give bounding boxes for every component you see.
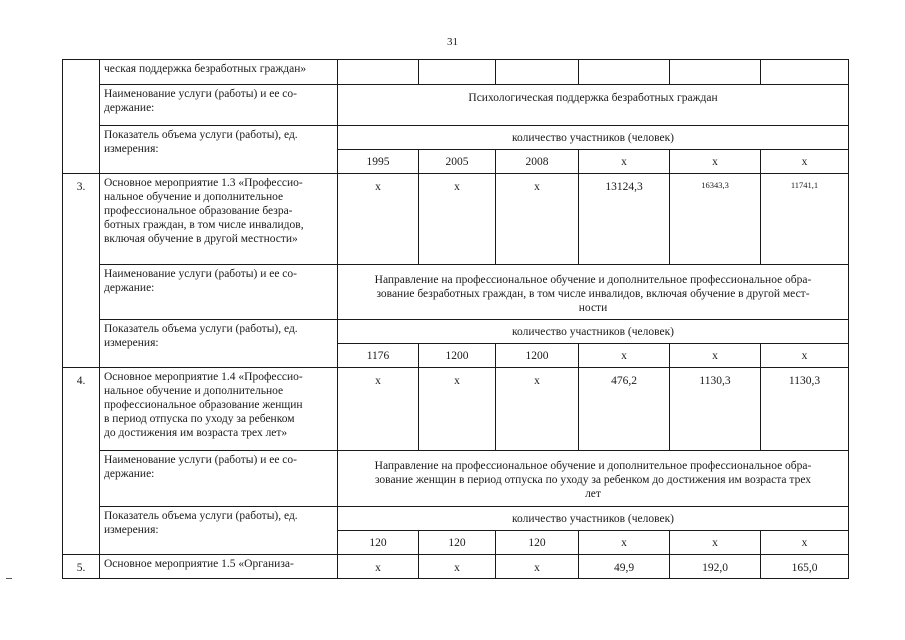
count-cell: х [670, 150, 761, 174]
volume-indicator-label: Показатель объема услуги (работы), ед. измерения: [100, 126, 338, 174]
table-row [63, 320, 849, 344]
value-cell: х [496, 555, 579, 579]
count-cell: х [579, 150, 670, 174]
table-row [63, 85, 849, 126]
count-cell: х [761, 531, 849, 555]
count-cell: 2008 [496, 150, 579, 174]
value-cell: х [419, 174, 496, 265]
count-cell: х [670, 531, 761, 555]
value-cell [496, 60, 579, 85]
value-cell [338, 60, 419, 85]
row-number: 4. [63, 368, 100, 555]
count-cell: 2005 [419, 150, 496, 174]
row-number: 3. [63, 174, 100, 368]
value-cell: 1130,3 [670, 368, 761, 451]
value-cell: х [496, 368, 579, 451]
value-cell [419, 60, 496, 85]
value-cell: 16343,3 [670, 174, 761, 265]
count-cell: 120 [419, 531, 496, 555]
volume-indicator-label: Показатель объема услуги (работы), ед. измерения: [100, 320, 338, 368]
count-cell: х [579, 531, 670, 555]
count-cell: х [579, 344, 670, 368]
table-row [63, 555, 849, 579]
value-cell: 165,0 [761, 555, 849, 579]
count-cell: 120 [338, 531, 419, 555]
volume-indicator-label: Показатель объема услуги (работы), ед. измерения: [100, 507, 338, 555]
service-name-value: Направление на профессиональное обучение и дополнительное профессиональное обра- зование безработных граждан, в том числе инвалидов, включая обучение в другой мест- ности [338, 265, 849, 320]
count-cell: х [761, 344, 849, 368]
count-cell: 120 [496, 531, 579, 555]
measure-description: Основное мероприятие 1.4 «Профессио- нальное обучение и дополнительное профессиональное образование женщин в период отпуска по уходу за ребенком до достижения им возраста трех лет» [100, 368, 338, 451]
table-row [63, 368, 849, 451]
value-cell: 1130,3 [761, 368, 849, 451]
value-cell: х [419, 368, 496, 451]
count-cell: 1200 [419, 344, 496, 368]
value-cell: 476,2 [579, 368, 670, 451]
value-cell [761, 60, 849, 85]
program-table-wrapper [62, 59, 849, 579]
value-cell [670, 60, 761, 85]
value-cell: х [496, 174, 579, 265]
measure-description: Основное мероприятие 1.3 «Профессио- нальное обучение и дополнительное профессиональное образование безра- ботных граждан, в том числе инвалидов, включая обучение в другой местности» [100, 174, 338, 265]
service-name-label: Наименование услуги (работы) и ее со- держание: [100, 265, 338, 320]
value-cell: 13124,3 [579, 174, 670, 265]
measure-description: Основное мероприятие 1.5 «Организа- [100, 555, 338, 579]
count-cell: х [670, 344, 761, 368]
service-name-value: Психологическая поддержка безработных граждан [338, 85, 849, 126]
value-cell: х [338, 368, 419, 451]
table-row [63, 451, 849, 507]
count-cell: х [761, 150, 849, 174]
value-cell: 11741,1 [761, 174, 849, 265]
row-number-cell [63, 60, 100, 174]
value-cell: х [338, 174, 419, 265]
count-cell: 1995 [338, 150, 419, 174]
volume-unit: количество участников (человек) [338, 320, 849, 344]
page-number: 31 [447, 36, 458, 48]
program-measures-table [62, 59, 849, 579]
row-number: 5. [63, 555, 100, 579]
value-cell: х [338, 555, 419, 579]
table-row [63, 60, 849, 85]
volume-unit: количество участников (человек) [338, 507, 849, 531]
table-row [63, 507, 849, 531]
count-cell: 1200 [496, 344, 579, 368]
value-cell: х [419, 555, 496, 579]
margin-mark [6, 578, 12, 579]
value-cell [579, 60, 670, 85]
service-name-value: Направление на профессиональное обучение и дополнительное профессиональное обра- зование женщин в период отпуска по уходу за ребенком до достижения им возраста трех лет [338, 451, 849, 507]
count-cell: 1176 [338, 344, 419, 368]
value-cell: 49,9 [579, 555, 670, 579]
measure-description: ческая поддержка безработных граждан» [100, 60, 338, 85]
table-row [63, 265, 849, 320]
table-row [63, 174, 849, 265]
volume-unit: количество участников (человек) [338, 126, 849, 150]
service-name-label: Наименование услуги (работы) и ее со- держание: [100, 451, 338, 507]
table-row [63, 126, 849, 150]
value-cell: 192,0 [670, 555, 761, 579]
service-name-label: Наименование услуги (работы) и ее со- держание: [100, 85, 338, 126]
